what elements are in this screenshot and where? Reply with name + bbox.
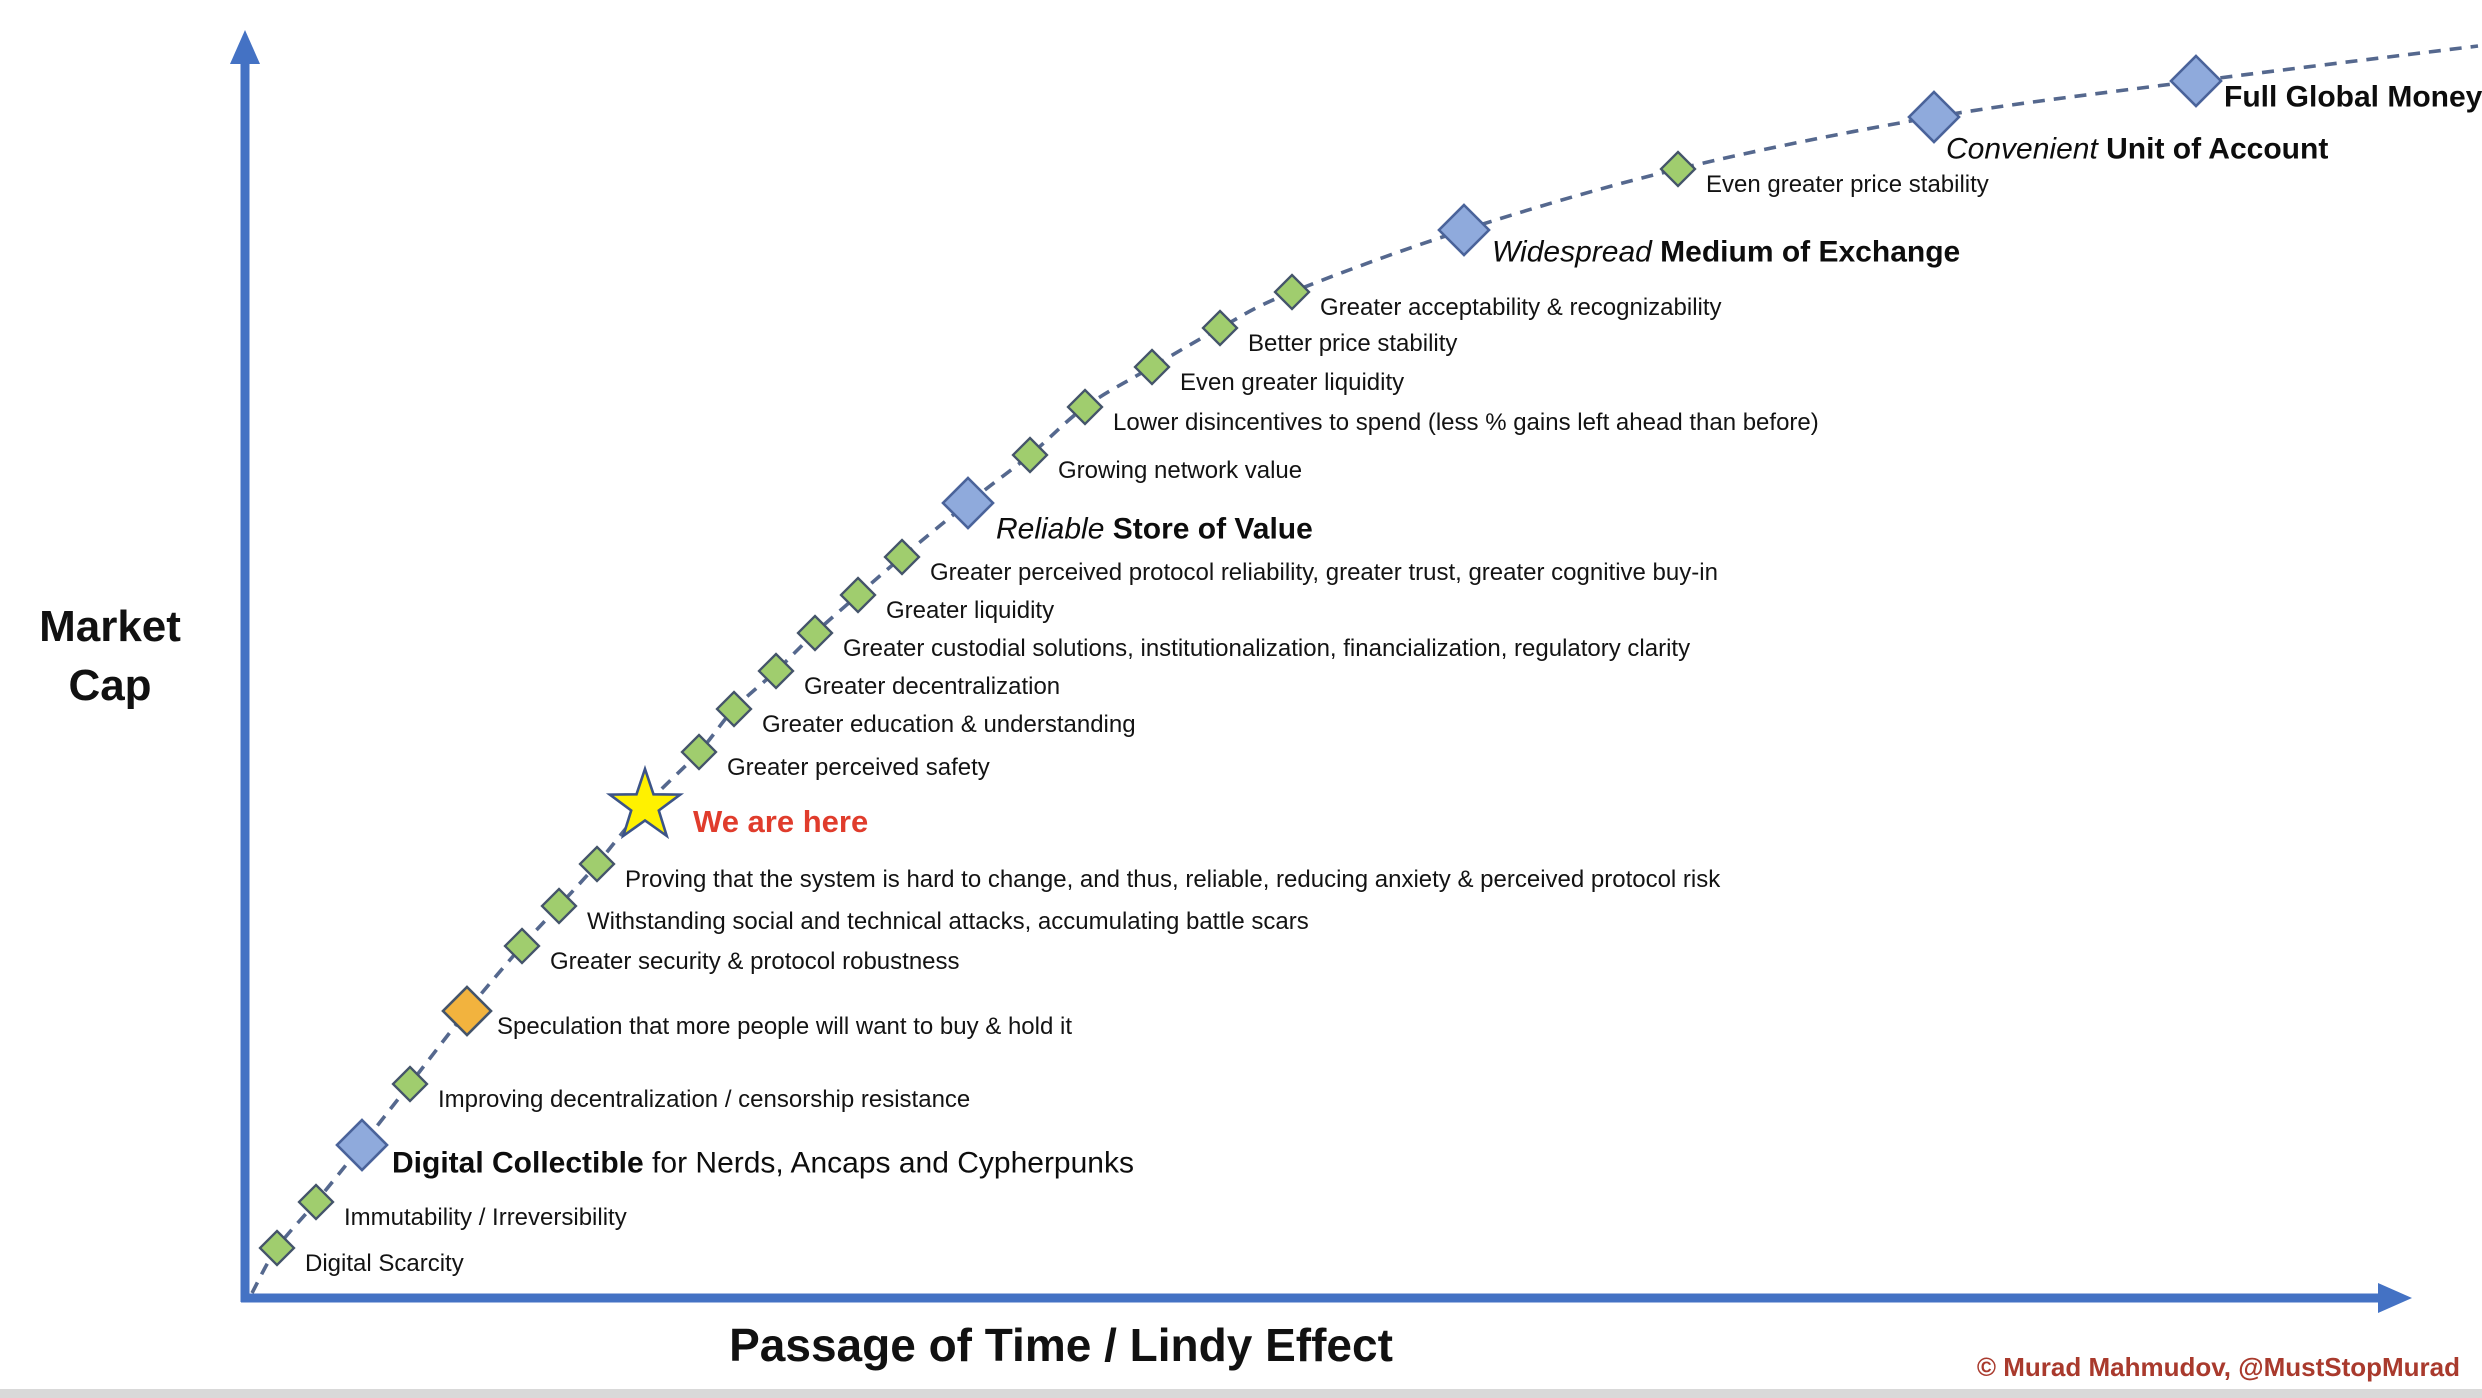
milestone-label-segment: Unit of Account [2097,132,2329,166]
milestone-label-segment: Withstanding social and technical attacks, accumulating battle scars [587,907,1309,935]
milestone-label-segment: Proving that the system is hard to change, and thus, reliable, reducing anxiety & perceived protocol risk [625,865,1721,893]
y-axis-title [20,598,200,715]
milestone-label-segment: Greater decentralization [804,672,1061,700]
milestone-label-segment: Better price stability [1248,329,1458,357]
milestone-label-segment: Medium of Exchange [1651,235,1961,269]
x-axis-title-text: Passage of Time / Lindy Effect [729,1319,1393,1371]
milestone-label-segment: Immutability / Irreversibility [344,1203,627,1231]
credit-line: © Murad Mahmudov, @MustStopMurad [1976,1352,2460,1382]
milestone-diamond-green [1661,152,1695,186]
x-axis-arrowhead-icon [2378,1283,2412,1313]
milestone-diamond-green [1203,311,1237,345]
milestone-label-segment: Greater education & understanding [762,710,1136,738]
y-axis-arrowhead-icon [230,30,260,64]
y-axis-title-line2: Cap [68,660,152,710]
milestone-diamond-green [1068,390,1102,424]
milestone-diamond-green [1275,275,1309,309]
milestone-label-segment: Widespread [1492,235,1652,269]
adoption-curve-dashed-line [252,46,2478,1293]
milestone-diamond-blue [337,1120,387,1170]
milestone-diamond-blue [1439,205,1489,255]
milestone-label-segment: Lower disincentives to spend (less % gains left ahead than before) [1113,408,1819,436]
milestone-label-segment: Full Global Money [2224,80,2482,114]
milestone-diamond-orange [443,987,491,1035]
y-axis-title-line1: Market [39,602,181,651]
we-are-here-star-icon [610,769,680,836]
milestone-label-segment: Greater perceived safety [727,753,990,781]
milestone-label-segment: Greater perceived protocol reliability, greater trust, greater cognitive buy-in [930,558,1718,586]
milestone-diamond-green [1135,350,1169,384]
milestone-label-segment: Convenient [1946,132,2098,166]
milestone-label-segment: Reliable [996,512,1105,546]
milestone-label-segment: We are here [693,803,869,839]
milestone-diamond-blue [1909,92,1959,142]
milestone-diamond-blue [943,478,993,528]
milestone-diamond-green [393,1067,427,1101]
milestone-label-segment: Speculation that more people will want to buy & hold it [497,1012,1073,1040]
milestone-label-segment: Improving decentralization / censorship resistance [438,1085,971,1113]
milestone-label-segment: Greater security & protocol robustness [550,947,960,975]
milestone-label-segment: Even greater liquidity [1180,368,1405,396]
milestone-label-segment: Greater liquidity [886,596,1055,624]
milestone-label-segment: for Nerds, Ancaps and Cypherpunks [643,1146,1134,1180]
milestone-diamond-blue [2171,56,2221,106]
window-bottom-edge [0,1389,2482,1398]
milestone-label-segment: Greater acceptability & recognizability [1320,293,1722,321]
milestone-diamond-green [260,1231,294,1265]
milestone-label-segment: Digital Scarcity [305,1249,464,1277]
milestone-label-segment: Even greater price stability [1706,170,1989,198]
milestone-label-segment: Greater custodial solutions, institutionalization, financialization, regulatory clarity [843,634,1691,662]
milestone-label-segment: Digital Collectible [392,1146,644,1180]
milestone-label-segment: Growing network value [1058,456,1303,484]
milestone-label-segment: Store of Value [1104,512,1313,546]
